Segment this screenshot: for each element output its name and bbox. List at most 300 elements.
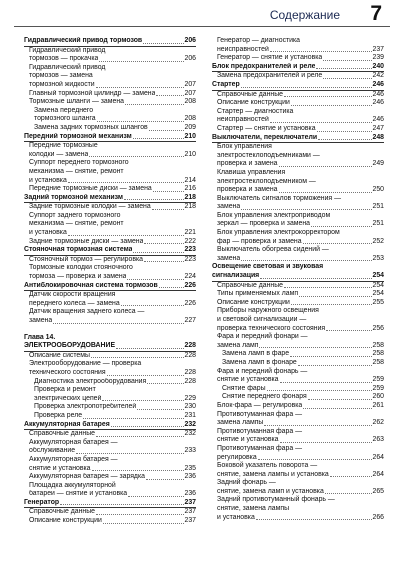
toc-page-number: 254	[372, 272, 384, 280]
toc-page-number: 206	[184, 55, 196, 63]
toc-entry-text: Задние тормозные диски — замена	[29, 237, 144, 245]
toc-entry-text: Генератор — диагностика	[217, 37, 301, 44]
toc-entry[interactable]	[24, 124, 196, 133]
toc-entry-text: Блок предохранителей и реле	[212, 62, 316, 70]
toc-page-number: 249	[372, 160, 384, 168]
toc-page-number: 246	[372, 90, 384, 98]
toc-entry-text: Описание конструкции	[217, 99, 290, 107]
dot-leader	[60, 504, 183, 505]
dot-leader	[299, 296, 371, 297]
dot-leader	[144, 261, 184, 262]
toc-page-number: 246	[372, 116, 384, 124]
toc-entry[interactable]	[212, 333, 384, 350]
dot-leader	[89, 156, 183, 157]
toc-column-right	[212, 37, 384, 522]
toc-page-number: 251	[372, 220, 384, 228]
toc-page-number: 261	[372, 401, 384, 409]
dot-leader	[323, 78, 371, 79]
toc-page-number: 231	[184, 411, 196, 419]
dot-leader	[127, 279, 183, 280]
toc-entry-text: Клавиша управления	[217, 168, 286, 176]
toc-page-number: 237	[184, 498, 196, 506]
dot-leader	[92, 470, 184, 471]
toc-entry-text: Типы применяемых ламп	[217, 290, 299, 298]
toc-page-number: 259	[372, 384, 384, 392]
toc-page-number: 263	[372, 436, 384, 444]
toc-entry-text: Тормозные колодки стояночного	[29, 264, 133, 272]
toc-entry-text: Противотуманная фара —	[217, 444, 302, 452]
toc-entry-text: переднего колеса — замена	[29, 299, 120, 307]
toc-entry-text: неисправностей	[217, 45, 269, 53]
toc-entry-text: Передний тормозной механизм	[24, 132, 132, 140]
dot-leader	[147, 383, 183, 384]
toc-entry-text: Приборы наружного освещения	[217, 307, 319, 315]
dot-leader	[125, 104, 184, 105]
dot-leader	[143, 43, 183, 44]
dot-leader	[316, 68, 371, 69]
toc-entry-text: Стартер	[212, 80, 240, 88]
dot-leader	[270, 51, 372, 52]
toc-page-number: 260	[372, 393, 384, 401]
toc-entry[interactable]	[24, 412, 196, 421]
toc-entry-text: Справочные данные	[29, 508, 95, 516]
toc-entry-text: Справочные данные	[29, 430, 95, 438]
toc-page-number: 228	[184, 342, 196, 350]
toc-entry[interactable]	[24, 439, 196, 456]
toc-entry-text: Описание системы	[29, 351, 90, 359]
toc-entry-text: и установка	[29, 176, 67, 184]
toc-entry-text: регулировка	[217, 453, 257, 461]
toc-entry-text: Датчик вращения заднего колеса —	[29, 308, 145, 316]
dot-leader	[146, 479, 184, 480]
toc-entry-text: Стояночный тормоз — регулировка	[29, 255, 143, 263]
toc-entry-text: ЭЛЕКТРООБОРУДОВАНИЕ	[24, 342, 116, 350]
toc-page-number: 237	[184, 517, 196, 525]
toc-entry[interactable]	[212, 368, 384, 385]
toc-entry[interactable]	[24, 90, 196, 99]
toc-page-number: 218	[184, 193, 196, 201]
toc-entry-text: Блок управления	[217, 143, 272, 151]
toc-entry[interactable]	[24, 473, 196, 482]
toc-entry-text: снятие, замена лампы и установка	[217, 470, 329, 478]
toc-entry-text: Площадка аккумуляторной	[29, 481, 116, 489]
toc-entry[interactable]	[24, 430, 196, 439]
toc-entry-text: Диагностика электрооборудования	[34, 377, 147, 385]
toc-entry[interactable]	[24, 403, 196, 412]
toc-page-number: 210	[184, 132, 196, 140]
toc-entry-text: Описание конструкции	[29, 517, 102, 525]
toc-page-number: 251	[372, 203, 384, 211]
dot-leader	[149, 130, 184, 131]
toc-section-heading[interactable]	[24, 37, 196, 47]
toc-entry[interactable]	[212, 393, 384, 402]
toc-entry-text: Снятие переднего фонаря	[222, 393, 307, 401]
toc-entry[interactable]	[24, 98, 196, 107]
toc-entry-text: проверка и замена	[217, 160, 278, 168]
dot-leader	[116, 348, 183, 349]
toc-page-number: 206	[184, 37, 196, 44]
dot-leader	[83, 418, 183, 419]
toc-entry-text: Замена ламп в фонаре	[222, 358, 297, 366]
toc-section-heading[interactable]	[24, 246, 196, 256]
toc-entry-text: тормозного шланга	[34, 115, 96, 123]
toc-page-number: 233	[184, 447, 196, 455]
toc-entry-text: электрических цепей	[34, 394, 102, 402]
toc-entry-text: батареи — снятие и установка	[29, 490, 128, 498]
toc-entry-text: замена	[29, 317, 53, 324]
dot-leader	[107, 375, 184, 376]
toc-entry[interactable]	[24, 142, 196, 159]
toc-entry-text: Выключатели, переключатели	[212, 133, 318, 141]
dot-leader	[96, 436, 184, 437]
dot-leader	[270, 122, 372, 123]
toc-page-number: 247	[372, 124, 384, 132]
toc-entry[interactable]	[24, 159, 196, 185]
toc-entry-text: Тормозные шланги — замена	[29, 98, 124, 106]
toc-section-heading[interactable]	[24, 499, 196, 509]
toc-entry[interactable]	[212, 125, 384, 134]
toc-entry-text: Блок-фара — регулировка	[217, 401, 303, 409]
dot-leader	[144, 243, 183, 244]
toc-entry[interactable]	[24, 238, 196, 247]
toc-entry[interactable]	[212, 91, 384, 100]
toc-entry[interactable]	[24, 517, 196, 526]
dot-leader	[241, 87, 372, 88]
toc-entry-text: и установка	[29, 229, 67, 237]
toc-entry-text: Замена ламп в фаре	[222, 350, 290, 358]
toc-entry[interactable]	[24, 378, 196, 387]
toc-page-number: 235	[184, 464, 196, 472]
toc-entry-text: Справочные данные	[217, 90, 283, 98]
toc-entry-text: и установка	[217, 513, 255, 521]
toc-page-number: 258	[372, 350, 384, 358]
toc-entry[interactable]	[212, 359, 384, 368]
toc-entry[interactable]	[212, 229, 384, 246]
toc-page-number: 258	[372, 341, 384, 349]
toc-section-heading[interactable]	[24, 133, 196, 143]
dot-leader	[111, 426, 184, 427]
page-number: 7	[370, 2, 382, 25]
toc-entry-text: электростеклоподъемником —	[217, 177, 316, 185]
toc-section-heading[interactable]	[24, 282, 196, 292]
toc-entry[interactable]	[24, 203, 196, 212]
toc-page-number: 221	[184, 229, 196, 237]
toc-entry[interactable]	[212, 282, 384, 291]
toc-entry[interactable]	[212, 143, 384, 169]
toc-entry[interactable]	[24, 185, 196, 194]
toc-entry-text: Гидравлический привод	[29, 63, 106, 71]
dot-leader	[284, 287, 372, 288]
toc-section-heading[interactable]	[24, 334, 196, 352]
toc-page-number: 224	[184, 273, 196, 281]
toc-entry-text: Стартер — диагностика	[217, 107, 294, 115]
toc-page-number: 236	[184, 490, 196, 498]
toc-page-number: 236	[184, 473, 196, 481]
dot-leader	[133, 138, 184, 139]
toc-entry-text: Замена переднего	[34, 106, 94, 114]
toc-entry-text: Справочные данные	[217, 281, 283, 289]
toc-page-number: 228	[184, 351, 196, 359]
dot-leader	[128, 496, 183, 497]
header-title: Содержание	[269, 8, 340, 22]
dot-leader	[291, 105, 372, 106]
dot-leader	[284, 96, 372, 97]
dot-leader	[303, 243, 372, 244]
toc-entry[interactable]	[212, 385, 384, 394]
toc-page-number: 242	[372, 72, 384, 80]
toc-entry-text: Проверка и ремонт	[34, 386, 96, 394]
toc-page-number: 237	[372, 45, 384, 53]
toc-page-number: 264	[372, 470, 384, 478]
toc-entry-text: и световой сигнализации —	[217, 316, 307, 323]
toc-entry[interactable]	[24, 456, 196, 473]
toc-page-number: 208	[184, 115, 196, 123]
toc-page-number: 239	[372, 54, 384, 62]
toc-page-number: 246	[372, 99, 384, 107]
toc-entry-text: Гидравлический привод тормозов	[24, 37, 143, 44]
dot-leader	[326, 330, 371, 331]
toc-page-number: 229	[184, 394, 196, 402]
toc-entry-text: Фара и передний фонарь —	[217, 367, 308, 375]
toc-entry[interactable]	[212, 290, 384, 299]
toc-page-number: 222	[184, 237, 196, 245]
toc-entry[interactable]	[24, 64, 196, 90]
dot-leader	[121, 305, 184, 306]
dot-leader	[53, 323, 183, 324]
toc-entry[interactable]	[212, 212, 384, 229]
toc-page-number: 259	[372, 376, 384, 384]
dot-leader	[258, 459, 372, 460]
toc-entry-text: Глава 14.	[24, 333, 56, 341]
toc-entry-text: Антиблокировочная система тормозов	[24, 281, 158, 289]
toc-entry[interactable]	[212, 99, 384, 108]
toc-entry-text: неисправностей	[217, 116, 269, 124]
dot-leader	[259, 347, 371, 348]
toc-page-number: 265	[372, 487, 384, 495]
toc-entry-text: Выключатель сигналов торможения —	[217, 194, 341, 202]
toc-entry[interactable]	[24, 47, 196, 64]
toc-section-heading[interactable]	[212, 63, 384, 73]
toc-entry-text: Аккумуляторная батарея	[24, 420, 110, 428]
toc-entry-text: замена лампы	[217, 419, 264, 427]
toc-page-number: 232	[184, 430, 196, 438]
toc-entry-text: тормоза — проверка и замена	[29, 273, 127, 281]
toc-entry[interactable]	[212, 108, 384, 125]
toc-page-number: 254	[372, 281, 384, 289]
toc-section-heading[interactable]	[24, 194, 196, 204]
toc-entry-text: снятие и установка	[29, 464, 91, 472]
toc-page-number: 252	[372, 237, 384, 245]
dot-leader	[264, 425, 371, 426]
toc-entry[interactable]	[212, 479, 384, 496]
toc-section-heading[interactable]	[24, 421, 196, 431]
toc-entry-text: Проверка реле	[34, 411, 83, 419]
toc-entry-text: Стартер — снятие и установка	[217, 124, 316, 132]
toc-entry[interactable]	[24, 291, 196, 308]
toc-page-number: 207	[184, 80, 196, 88]
toc-entry-text: замена ламп	[217, 341, 259, 349]
dot-leader	[152, 209, 184, 210]
toc-page-number: 232	[184, 420, 196, 428]
toc-entry-text: механизма — снятие, ремонт	[29, 167, 124, 175]
dot-leader	[256, 519, 372, 520]
toc-entry[interactable]	[24, 482, 196, 499]
dot-leader	[311, 226, 371, 227]
toc-entry-text: снятие и установка	[217, 436, 279, 444]
dot-leader	[279, 192, 372, 193]
toc-entry[interactable]	[24, 264, 196, 281]
toc-page-number: 223	[184, 255, 196, 263]
toc-entry-text: Датчик скорости вращения	[29, 291, 116, 299]
toc-entry-text: обслуживание	[29, 447, 76, 455]
toc-entry-text: Аккумуляторная батарея — зарядка	[29, 473, 145, 481]
toc-entry-text: Замена задних тормозных шлангов	[34, 123, 148, 131]
toc-page-number: 208	[184, 98, 196, 106]
toc-page-number: 256	[372, 324, 384, 332]
dot-leader	[291, 304, 372, 305]
toc-entry-text: электростеклоподъемниками —	[217, 151, 320, 159]
toc-entry-text: Стояночная тормозная система	[24, 246, 133, 254]
toc-entry-text: Задний фонарь —	[217, 479, 276, 487]
toc-page-number: 237	[184, 508, 196, 516]
toc-entry-text: фар — проверка и замена	[217, 237, 302, 245]
toc-page-number: 226	[184, 299, 196, 307]
toc-entry-text: зеркал — проверка и замена	[217, 220, 311, 228]
toc-entry[interactable]	[212, 54, 384, 63]
dot-leader	[290, 356, 371, 357]
toc-entry[interactable]	[24, 107, 196, 124]
toc-entry[interactable]	[212, 246, 384, 263]
toc-entry[interactable]	[24, 508, 196, 517]
toc-entry-text: Генератор — снятие и установка	[217, 54, 323, 62]
toc-section-heading[interactable]	[212, 134, 384, 144]
toc-entry[interactable]	[212, 307, 384, 333]
toc-entry[interactable]	[24, 360, 196, 377]
toc-page-number: 223	[184, 246, 196, 254]
toc-entry[interactable]	[212, 496, 384, 522]
dot-leader	[159, 287, 184, 288]
toc-entry[interactable]	[24, 386, 196, 403]
header-rule	[14, 26, 390, 27]
toc-entry[interactable]	[212, 428, 384, 445]
toc-page-number: 266	[372, 513, 384, 521]
toc-entry-text: колодки — замена	[29, 150, 89, 158]
toc-entry-text: проверка технического состояния	[217, 324, 326, 332]
dot-leader	[124, 199, 183, 200]
dot-leader	[325, 493, 372, 494]
toc-page-number: 240	[372, 62, 384, 70]
dot-leader	[317, 131, 372, 132]
toc-page-number: 210	[184, 150, 196, 158]
dot-leader	[241, 209, 371, 210]
toc-entry-text: Аккумуляторная батарея —	[29, 438, 118, 446]
toc-page-number: 258	[372, 358, 384, 366]
toc-entry[interactable]	[24, 256, 196, 265]
dot-leader	[76, 453, 183, 454]
toc-entry-text: Задний противотуманный фонарь —	[217, 496, 335, 504]
dot-leader	[102, 400, 183, 401]
toc-entry-text: Аккумуляторная батарея —	[29, 455, 118, 463]
dot-leader	[318, 139, 371, 140]
toc-page-number: 228	[184, 368, 196, 376]
toc-entry[interactable]	[24, 212, 196, 238]
toc-entry-text: Противотуманная фара —	[217, 410, 302, 418]
toc-page-number: 228	[184, 377, 196, 385]
toc-entry[interactable]	[212, 37, 384, 54]
toc-entry[interactable]	[24, 308, 196, 325]
toc-entry[interactable]	[212, 462, 384, 479]
toc-entry-text: Суппорт переднего тормозного	[29, 159, 129, 167]
toc-entry[interactable]	[212, 72, 384, 81]
toc-page-number: 226	[184, 281, 196, 289]
toc-entry-text: Передние тормозные диски — замена	[29, 185, 152, 193]
toc-entry-text: Генератор	[24, 498, 60, 506]
toc-entry-text: Задний тормозной механизм	[24, 193, 124, 201]
toc-entry-text: Освещение световая и звуковая	[212, 263, 324, 271]
dot-leader	[298, 365, 372, 366]
toc-entry-text: Задние тормозные колодки — замена	[29, 203, 151, 211]
toc-entry[interactable]	[212, 402, 384, 411]
toc-page-number: 254	[372, 290, 384, 298]
toc-entry-text: Блок управления электроприводом	[217, 211, 331, 219]
toc-entry[interactable]	[212, 411, 384, 428]
toc-entry-text: замена	[217, 203, 241, 211]
toc-entry[interactable]	[212, 350, 384, 359]
toc-entry-text: тормозной жидкости	[29, 80, 95, 88]
dot-leader	[96, 514, 184, 515]
toc-page-number: 230	[184, 403, 196, 411]
dot-leader	[68, 235, 184, 236]
toc-section-heading[interactable]	[212, 81, 384, 91]
dot-leader	[153, 191, 184, 192]
dot-leader	[103, 523, 184, 524]
toc-entry-text: проверка и замена	[217, 186, 278, 194]
toc-entry[interactable]	[212, 169, 384, 195]
toc-page-number: 264	[372, 453, 384, 461]
toc-spacer	[24, 326, 196, 334]
dot-leader	[241, 260, 371, 261]
toc-entry-text: Боковой указатель поворота —	[217, 462, 318, 470]
toc-entry-text: снятие и установка	[217, 376, 279, 384]
toc-page-number: 250	[372, 186, 384, 194]
toc-page-number: 207	[184, 89, 196, 97]
toc-entry[interactable]	[212, 195, 384, 212]
toc-page-number: 214	[184, 176, 196, 184]
toc-page-number: 253	[372, 254, 384, 262]
toc-entry-text: снятие, замена ламп и установка	[217, 487, 324, 495]
dot-leader	[308, 399, 372, 400]
dot-leader	[260, 278, 371, 279]
dot-leader	[156, 95, 183, 96]
dot-leader	[267, 390, 372, 391]
toc-entry-text: Главный тормозной цилиндр — замена	[29, 89, 156, 97]
dot-leader	[279, 166, 372, 167]
toc-page-number: 246	[372, 80, 384, 88]
toc-section-heading[interactable]	[212, 263, 384, 281]
toc-entry[interactable]	[212, 445, 384, 462]
dot-leader	[303, 408, 371, 409]
toc-page-number: 209	[184, 123, 196, 131]
toc-entry-text: тормозов — замена	[29, 72, 93, 80]
toc-entry-text: Описание конструкции	[217, 298, 290, 306]
dot-leader	[91, 357, 184, 358]
toc-entry-text: Снятие фары	[222, 384, 266, 392]
dot-leader	[68, 182, 184, 183]
dot-leader	[330, 476, 372, 477]
toc-entry-text: Проверка электропотребителей	[34, 403, 137, 411]
dot-leader	[133, 252, 183, 253]
dot-leader	[137, 409, 183, 410]
